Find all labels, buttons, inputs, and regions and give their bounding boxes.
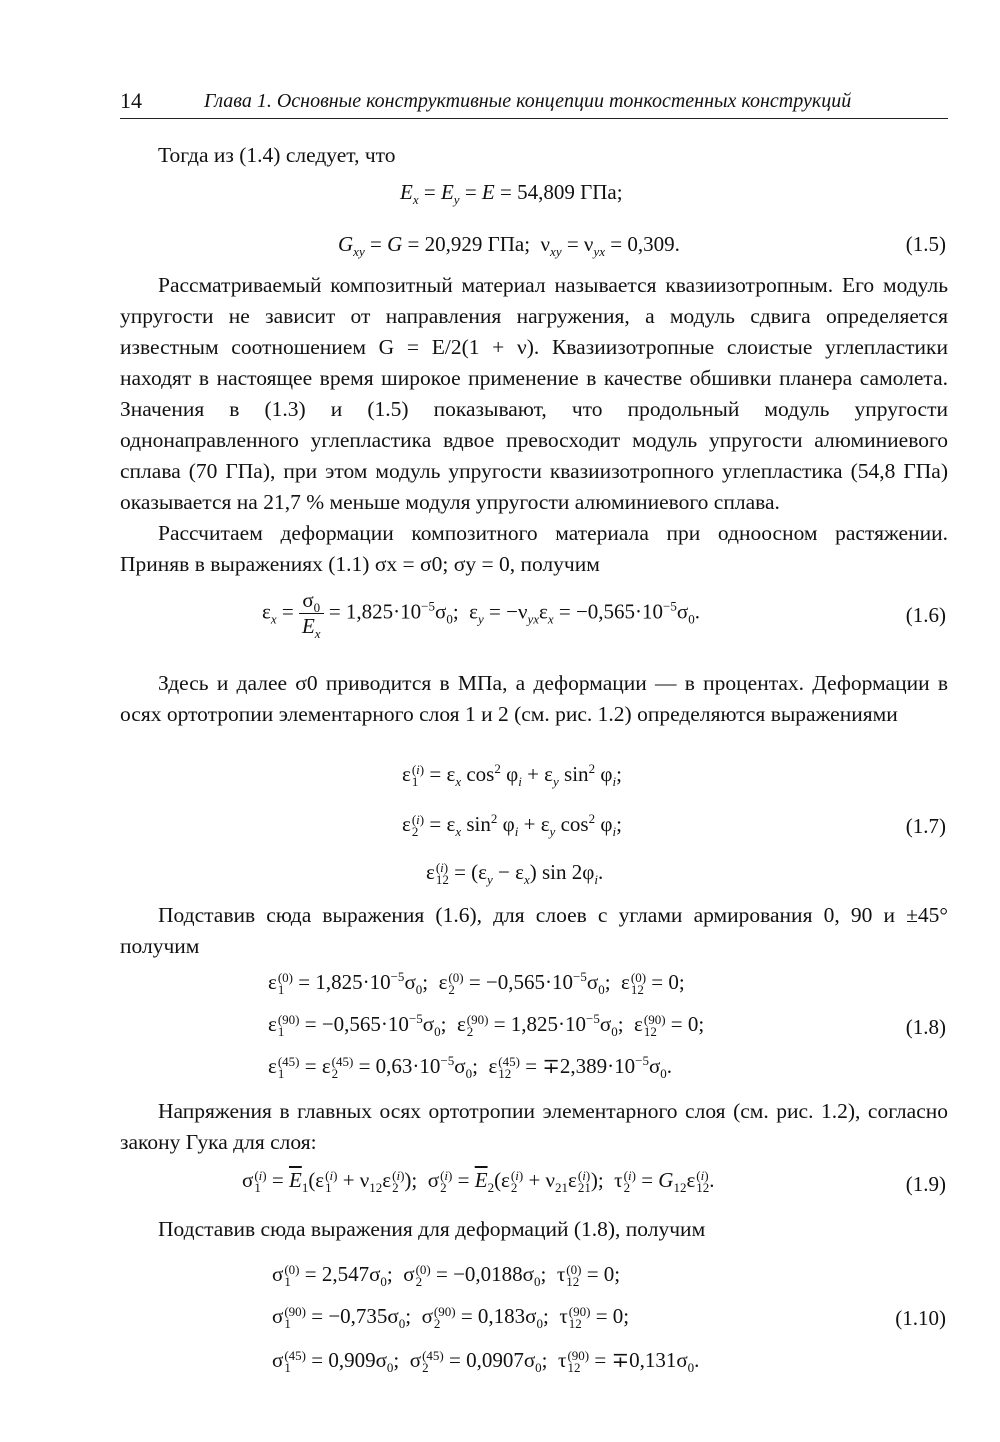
equation-number-1-10: (1.10) bbox=[895, 1306, 946, 1330]
paragraph-hooke-text: Напряжения в главных осях ортотропии элементарного слоя (см. рис. 1.2), согласно закону Гука для слоя: bbox=[120, 1099, 948, 1154]
running-title: Глава 1. Основные конструктивные концепции тонкостенных конструкций bbox=[204, 90, 852, 112]
equation-1-10-line-2: σ (90) 1 = $-0,735\sigma_0$; σ (90) 2 = $0,183\sigma_0$; τ (90) 12 = 0; bbox=[272, 1304, 630, 1332]
equation-number-1-6: (1.6) bbox=[905, 603, 946, 627]
equation-1-6: $\varepsilon_x$ = $\frac{\sigma_0}{E_x}$ = $1,825\cdot 10^{-5}\sigma_0$; $\varepsilon_y = -\nu_{yx}\varepsilon_x = -0,565\cdot 10^{-5}\sigma_0$. bbox=[262, 588, 700, 642]
equation-number-1-5: (1.5) bbox=[905, 232, 946, 256]
paragraph-stress-substitution bbox=[120, 1214, 948, 1245]
equation-1-10-line-1: σ (0) 1 = $2,547\sigma_0$; σ (0) 2 = $-0,0188\sigma_0$; τ (0) 12 = 0; bbox=[272, 1262, 621, 1290]
running-header bbox=[120, 88, 948, 119]
paragraph-orthotropy-text: Здесь и далее σ0 приводится в МПа, а деформации — в процентах. Деформации в осях ортотропии элементарного слоя 1 и 2 (см. рис. 1.2) определяются выражениями bbox=[120, 671, 948, 726]
paragraph-substitution-text: Подставив сюда выражения (1.6), для слоев с углами армирования 0, 90 и ±45° получим bbox=[120, 903, 948, 958]
equation-1-9: σ (i) 1 = $\overline{E}_1(\varepsilon$ (i) 1 + $\nu_{12}\varepsilon$ (i) 2 ); σ (i) 2 = $\overline{E}_2(\varepsilon$ (i) 2 + $\nu_{21}\varepsilon$ (i) 21 ); τ (i) 2 = $G_{12}\varepsilon$ (i) 12 . bbox=[242, 1168, 715, 1196]
equation-1-5-line-1: $E_x = E_y = E = 54,809$ ГПа; bbox=[400, 180, 623, 208]
equation-1-8-line-1: ε (0) 1 = $1,825\cdot 10^{-5}\sigma_0$; ε (0) 2 = $-0,565\cdot 10^{-5}\sigma_0$; ε (0) 12 = 0; bbox=[268, 969, 685, 998]
paragraph-substitution bbox=[120, 900, 948, 962]
paragraph-intro-text: Тогда из (1.4) следует, что bbox=[158, 143, 396, 167]
paragraph-stress-substitution-text: Подставив сюда выражения для деформаций (1.8), получим bbox=[158, 1217, 706, 1241]
equation-1-8-line-3: ε (45) 1 = ε (45) 2 = $0,63\cdot 10^{-5}\sigma_0$; ε (45) 12 = $\mp 2,389\cdot 10^{-5}\sigma_0$. bbox=[268, 1053, 673, 1082]
equation-1-7-line-1: ε (i) 1 = $\varepsilon_x$ $\cos^2 \varphi_i + \varepsilon_y$ $\sin^2 \varphi_i$; bbox=[402, 761, 622, 790]
paragraph-orthotropy bbox=[120, 668, 948, 730]
equation-number-1-7: (1.7) bbox=[905, 814, 946, 838]
equation-1-5-line-2: $G_{xy} = G = 20,929$ ГПа; $\nu_{xy} = \nu_{yx} = 0,309$. bbox=[338, 232, 680, 260]
paragraph-intro bbox=[120, 140, 948, 171]
equation-1-8-line-2: ε (90) 1 = $-0,565\cdot 10^{-5}\sigma_0$; ε (90) 2 = $1,825\cdot 10^{-5}\sigma_0$; ε (90) 12 = 0; bbox=[268, 1011, 705, 1040]
paragraph-deformations-text: Рассчитаем деформации композитного материала при одноосном растяжении. Приняв в выражениях (1.1) σx = σ0; σy = 0, получим bbox=[120, 521, 948, 576]
equation-1-7-line-3: ε (i) 12 = $(\varepsilon_y - \varepsilon_x)$ $\sin 2\varphi_i$. bbox=[426, 860, 604, 888]
page-number: 14 bbox=[120, 88, 142, 113]
equation-1-10-line-3: σ (45) 1 = $0,909\sigma_0$; σ (45) 2 = $0,0907\sigma_0$; τ (90) 12 = $\mp 0,131\sigma_0$. bbox=[272, 1348, 700, 1376]
equation-number-1-8: (1.8) bbox=[905, 1015, 946, 1039]
paragraph-deformations bbox=[120, 518, 948, 580]
paragraph-quasi-isotropic bbox=[120, 270, 948, 518]
equation-number-1-9: (1.9) bbox=[905, 1172, 946, 1196]
paragraph-quasi-isotropic-text: Рассматриваемый композитный материал называется квазиизотропным. Его модуль упругости не зависит от направления нагружения, а модуль сдвига определяется известным соотношением G = E/2(1 + ν). Квазиизотропные слоистые углепластики находят в настоящее время широкое применение в качестве обшивки планера самолета. Значения в (1.3) и (1.5) показывают, что продольный модуль упругости однонаправленного углепластика вдвое превосходит модуль упругости алюминиевого сплава (70 ГПа), при этом модуль упругости квазиизотропного углепластика (54,8 ГПа) оказывается на 21,7 % меньше модуля упругости алюминиевого сплава. bbox=[120, 273, 948, 514]
equation-1-7-line-2: ε (i) 2 = $\varepsilon_x$ $\sin^2 \varphi_i + \varepsilon_y$ $\cos^2 \varphi_i$; bbox=[402, 811, 622, 840]
paragraph-hooke bbox=[120, 1096, 948, 1158]
